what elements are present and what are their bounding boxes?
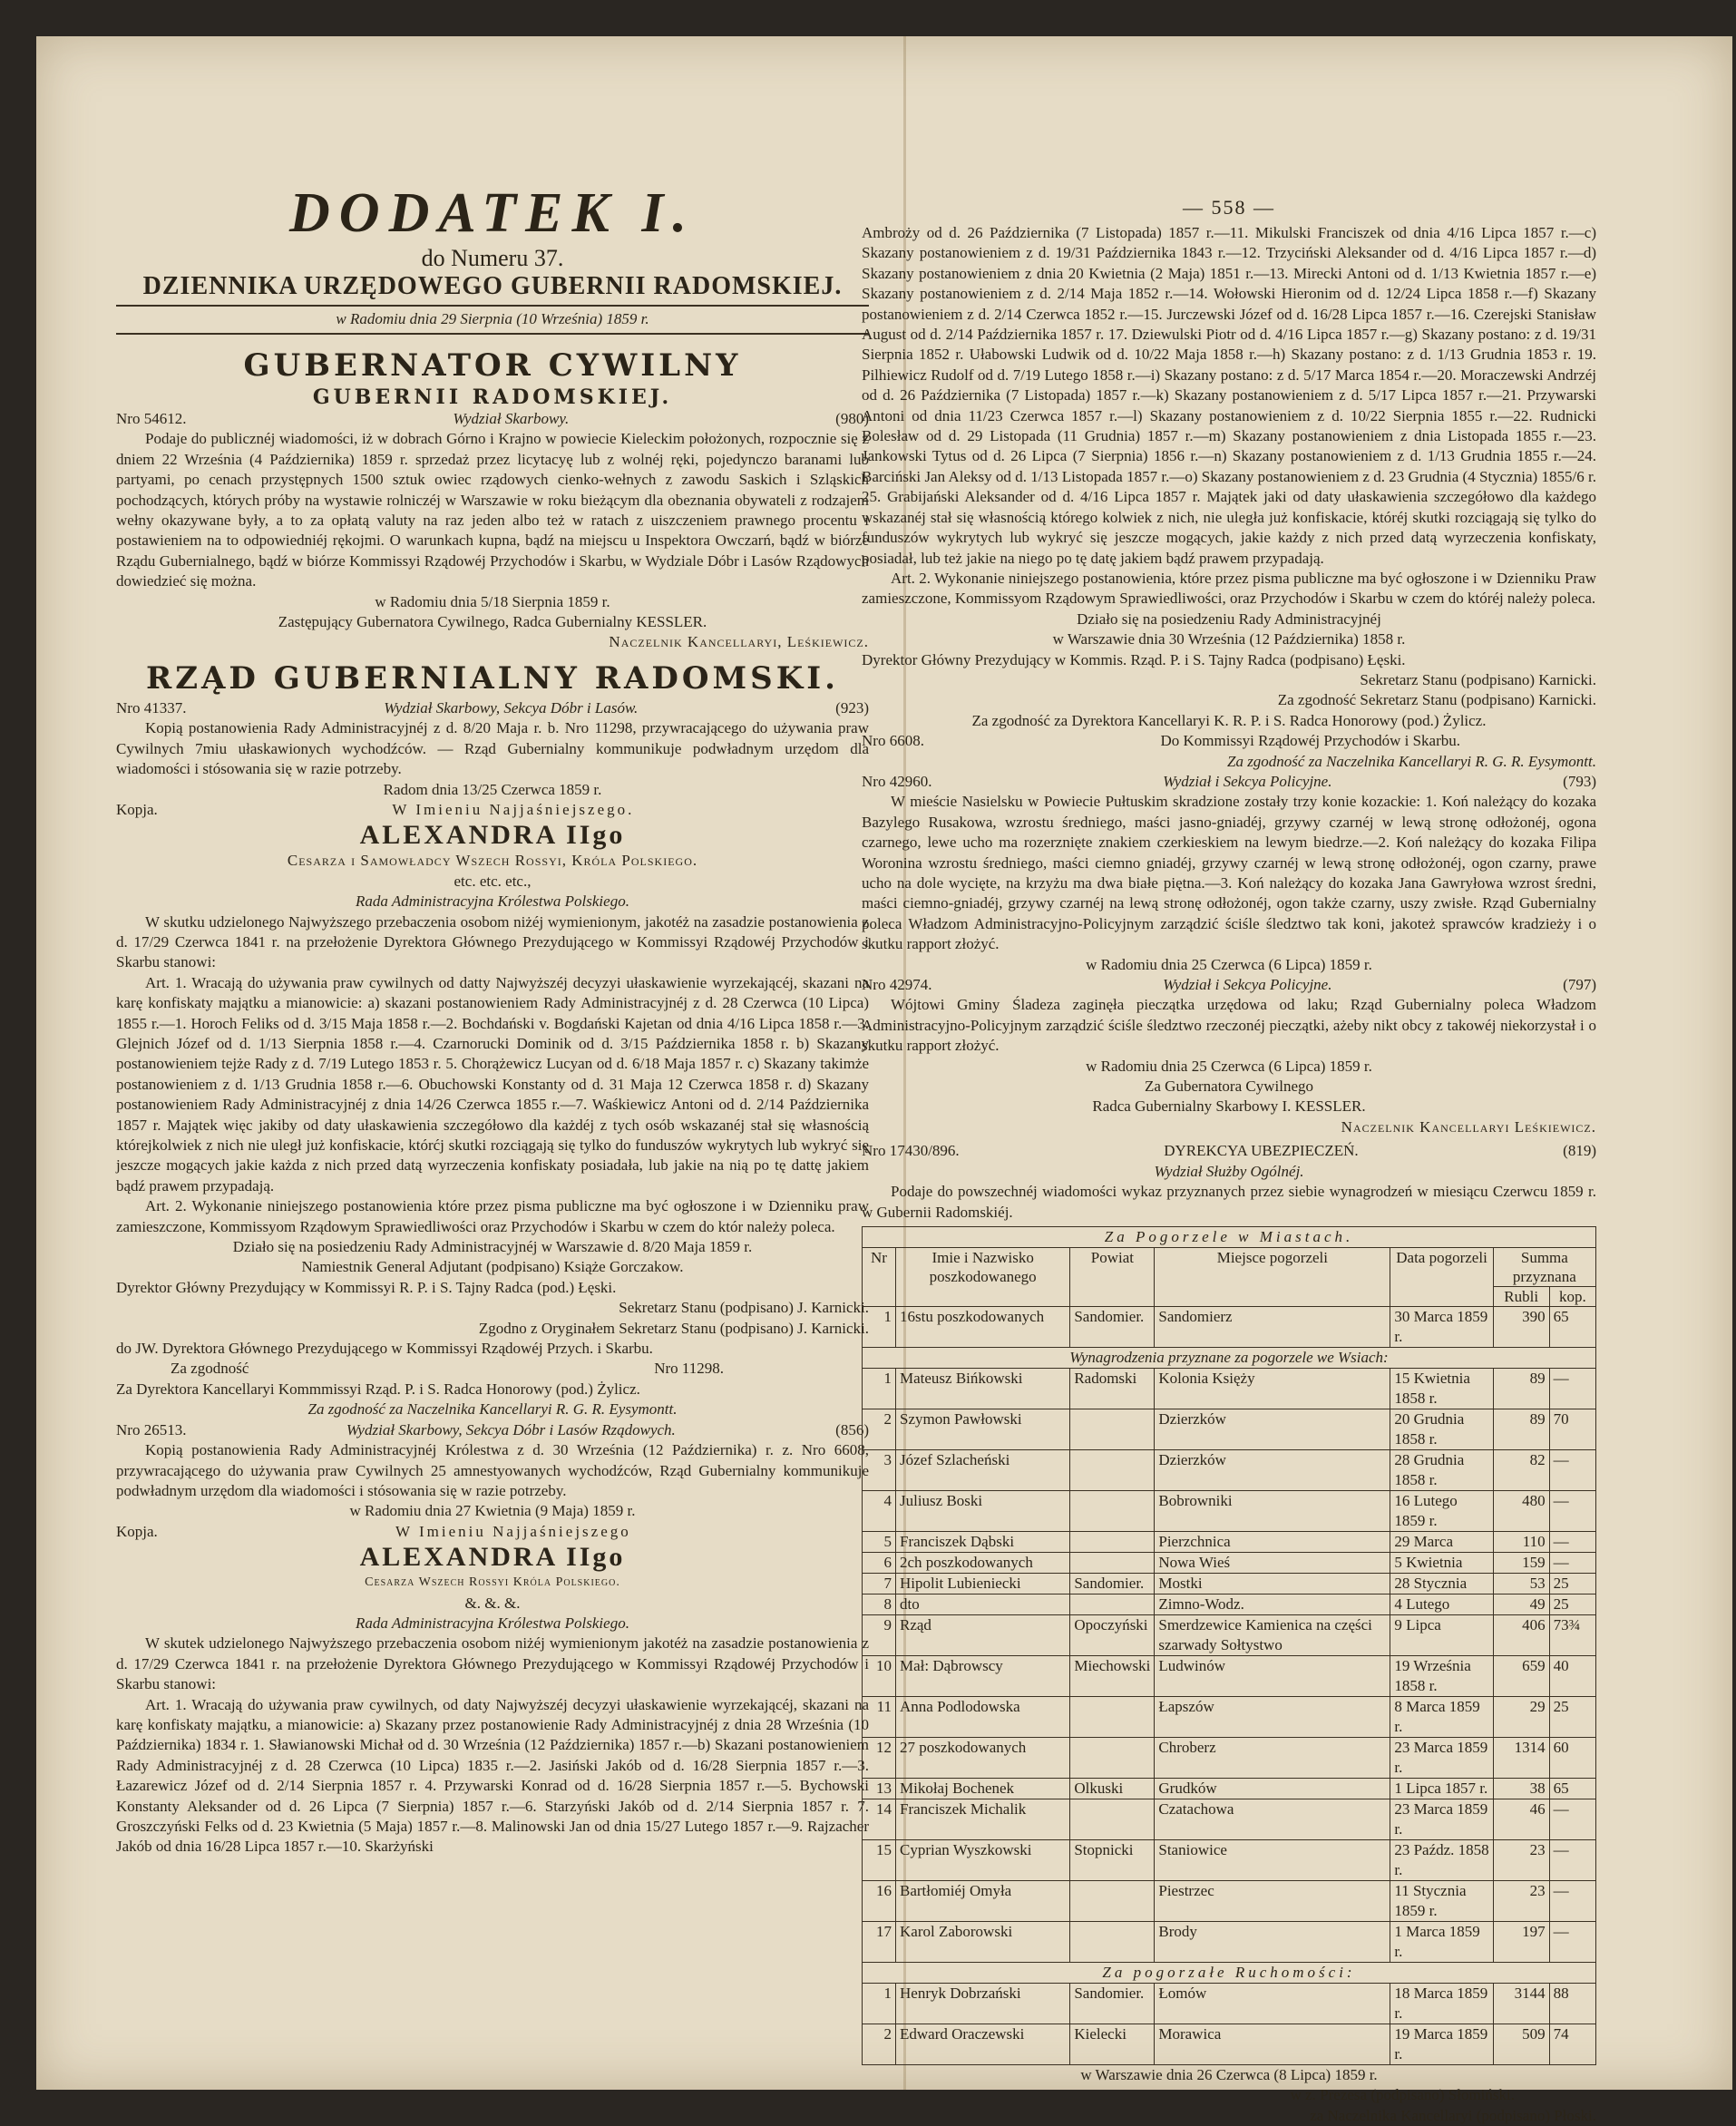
right-column (862, 36, 1596, 2126)
cell-district (1070, 1531, 1155, 1552)
notice-4-date: w Radomiu dnia 25 Czerwca (6 Lipca) 1859 r. (1086, 955, 1372, 973)
cell-district (1070, 1552, 1155, 1573)
cell-name: Franciszek Michalik (896, 1799, 1070, 1839)
cell-place: Chroberz (1155, 1737, 1390, 1778)
cell-place: Kolonia Księży (1155, 1368, 1390, 1409)
cell-nr: 10 (863, 1655, 896, 1696)
cell-rubles: 23 (1493, 1839, 1549, 1880)
header-government: RZĄD GUBERNIALNY RADOMSKI. (145, 659, 840, 697)
decree-1-sig-6b: Nro 11298. (654, 1360, 724, 1378)
decree-2-para-1: W skutek udzielonego Najwyższego przebaczenia osobom niżéj wymienionym jakotéż na zasadzie postanowienia z d. 17/29 Czerwca 1841 r. na przełożenie Dyrektora Głównego Prezydującego w Kommissyi Rządowéj Przychodów i Skarbu stanowi: (116, 1634, 869, 1693)
cell-nr: 7 (863, 1573, 896, 1594)
cell-name: Mał: Dąbrowscy (896, 1655, 1070, 1696)
right-sig-5b: Do Kommissyi Rządowéj Przychodów i Skarbu. (1160, 732, 1460, 750)
table-section-towns-label: Za Pogorzele w Miastach. (863, 1226, 1596, 1247)
cell-rubles: 29 (1493, 1696, 1549, 1737)
cell-date: 1 Lipca 1857 r. (1390, 1778, 1493, 1799)
right-sig-8: Radca Gubernialny Skarbowy I. KESSLER. (1092, 1097, 1366, 1116)
cell-rubles: 480 (1493, 1490, 1549, 1531)
table-row (863, 1449, 1596, 1490)
decree-2-kopja: Kopja. (116, 1522, 158, 1540)
cell-place: Ludwinów (1155, 1655, 1390, 1696)
cell-nr: 8 (863, 1594, 896, 1614)
right-sig-5 (862, 731, 1596, 751)
cell-date: 30 Marca 1859 r. (1390, 1306, 1493, 1347)
cell-name: Franciszek Dąbski (896, 1531, 1070, 1552)
cell-nr: 1 (863, 1306, 896, 1347)
header-date: Data pogorzeli (1390, 1247, 1493, 1306)
cell-place: Pierzchnica (1155, 1531, 1390, 1552)
cell-name: Anna Podlodowska (896, 1696, 1070, 1737)
newspaper-page (36, 36, 1732, 2124)
cell-rubles: 3144 (1493, 1983, 1549, 2024)
decree-1-para-4: Działo się na posiedzeniu Rady Administracyjnéj w Warszawie d. 8/20 Maja 1859 r. (232, 1238, 753, 1256)
table-row (863, 1921, 1596, 1962)
masthead-subtitle: do Numeru 37. (421, 245, 564, 271)
table-row (863, 1573, 1596, 1594)
cell-date: 15 Kwietnia 1858 r. (1390, 1368, 1493, 1409)
cell-rubles: 406 (1493, 1614, 1549, 1655)
notice-4-heading (862, 772, 1596, 792)
decree-1-council: Rada Administracyjna Królestwa Polskiego. (356, 892, 629, 911)
cell-rubles: 23 (1493, 1880, 1549, 1921)
cell-place: Nowa Wieś (1155, 1552, 1390, 1573)
decree-2-para-2: Art. 1. Wracają do używania praw cywilnych, od daty Najwyższéj decyzyi ułaskawienie wyrzekającéj, skazani na karę konfiskaty majątku, a mianowicie: a) Skazany przez postanowienie Rady Administracyjnéj z dnia 28 Września (10 Października) 1834 r. 1. Sławianowski Michał od d. 30 Września (12 Października) 1857 r.—b) Skazani postanowieniem Rady Administracyjnéj z d. 28 Czerwca (10 Lipca) 1835 r.—2. Jasiński Jakób od d. 16/28 Sierpnia 1857 r.—3. Łazarewicz Józef od d. 2/14 Sierpnia 1857 r. 4. Przywarski Konrad od d. 16/28 Sierpnia 1857 r.—5. Bychowski Konstanty Aleksander od d. 26 Lipca (7 Sierpnia) 1857 r.—6. Starzyński Jakób od d. 2/14 Sierpnia 1857 r. 7. Groszczyński Felks od d. 23 Kwietnia (5 Maja) 1857 r.—8. Malinowski Jan od dnia 15/27 Lutego 1857 r.—9. Rajzacher Jakób od dnia 16/28 Lipca 1857 r.—10. Skarżyński (116, 1695, 869, 1856)
masthead-title: DODATEK I. (289, 182, 696, 244)
cell-district (1070, 1696, 1155, 1737)
right-sig-3: Za zgodność Sekretarz Stanu (podpisano) Karnicki. (1277, 691, 1596, 709)
cell-nr: 3 (863, 1449, 896, 1490)
cell-district: Sandomier. (1070, 1306, 1155, 1347)
header-sum: Summa przyznana (1493, 1247, 1595, 1286)
cell-place: Łomów (1155, 1983, 1390, 2024)
cell-kopecks: 65 (1549, 1778, 1595, 1799)
cell-nr: 12 (863, 1737, 896, 1778)
right-sig-4: Za zgodność za Dyrektora Kancellaryi K. R. P. i S. Radca Honorowy (pod.) Żylicz. (971, 711, 1487, 729)
cell-kopecks: 40 (1549, 1655, 1595, 1696)
notice-2-heading (116, 698, 869, 718)
cell-date: 19 Marca 1859 r. (1390, 2024, 1493, 2064)
notice-3-dept: Wydział Skarbowy, Sekcya Dóbr i Lasów Rządowych. (346, 1420, 676, 1438)
cell-name: Józef Szlacheński (896, 1449, 1070, 1490)
cell-rubles: 49 (1493, 1594, 1549, 1614)
notice-6-date: w Warszawie dnia 26 Czerwca (8 Lipca) 1859 r. (1080, 2065, 1378, 2083)
notice-6-title: DYREKCYA UBEZPIECZEŃ. (1164, 1142, 1359, 1160)
cell-nr: 16 (863, 1880, 896, 1921)
cell-place: Łapszów (1155, 1696, 1390, 1737)
page-number: — 558 — (1183, 196, 1275, 219)
cell-name: Mikołaj Bochenek (896, 1778, 1070, 1799)
cell-nr: 17 (863, 1921, 896, 1962)
cell-district: Stopnicki (1070, 1839, 1155, 1880)
cell-name: dto (896, 1594, 1070, 1614)
cell-nr: 6 (863, 1552, 896, 1573)
decree-1-sig-8: Za zgodność za Naczelnika Kancellaryi R. G. R. Eysymontt. (307, 1400, 678, 1419)
decree-1-etc: etc. etc. etc., (454, 872, 532, 890)
decree-1-para-3: Art. 2. Wykonanie niniejszego postanowienia które przez pisma publiczne ma być ogłoszone i w Dzienniku praw zamieszczone, Kommissyom Rządowym Sprawiedliwości oraz Przychodów i Skarbu w czem do któr należy poleca. (116, 1197, 869, 1235)
decree-1-sig-5: do JW. Dyrektora Głównego Prezydującego w Kommissyi Rządowéj Przych. i Skarbu. (116, 1340, 653, 1358)
cell-rubles: 509 (1493, 2024, 1549, 2064)
notice-6-ref: (819) (1563, 1142, 1596, 1160)
notice-1-date: w Radomiu dnia 5/18 Sierpnia 1859 r. (375, 592, 610, 610)
decree-1-para-1: W skutku udzielonego Najwyższego przebaczenia osobom niżéj wymienionym, jakotéż na zasadzie postanowienia z d. 17/29 Czerwca 1841 r. na przełożenie Dyrektora Głównego Prezydującego w Kommissyi Rządowéj Przychodów i Skarbu stanowi: (116, 912, 869, 971)
cell-rubles: 89 (1493, 1409, 1549, 1449)
header-district: Powiat (1070, 1247, 1155, 1306)
cell-nr: 9 (863, 1614, 896, 1655)
notice-1-sig2: Naczelnik Kancellaryi, Leśkiewicz. (609, 633, 869, 651)
cell-name: Karol Zaborowski (896, 1921, 1070, 1962)
cell-name: 16stu poszkodowanych (896, 1306, 1070, 1347)
cell-date: 18 Marca 1859 r. (1390, 1983, 1493, 2024)
cell-name: Juliusz Boski (896, 1490, 1070, 1531)
cell-place: Czatachowa (1155, 1799, 1390, 1839)
cell-place: Morawica (1155, 2024, 1390, 2064)
table-row (863, 1409, 1596, 1449)
table-row (863, 1614, 1596, 1655)
cell-place: Grudków (1155, 1778, 1390, 1799)
table-row (863, 1552, 1596, 1573)
table-section-villages (863, 1347, 1596, 1368)
table-header-row (863, 1247, 1596, 1286)
cell-district (1070, 1594, 1155, 1614)
table-section-villages-label: Wynagrodzenia przyznane za pogorzele we Wsiach: (863, 1347, 1596, 1368)
cell-name: Mateusz Bińkowski (896, 1368, 1070, 1409)
right-sig-11: za Naczelnika Kancellaryi (podpisano) Płoski. (1310, 2106, 1596, 2124)
cell-name: Rząd (896, 1614, 1070, 1655)
cell-place: Dzierzków (1155, 1409, 1390, 1449)
cell-date: 1 Marca 1859 r. (1390, 1921, 1493, 1962)
header-name: Imie i Nazwisko poszkodowanego (896, 1247, 1070, 1306)
cell-rubles: 89 (1493, 1368, 1549, 1409)
cell-name: 2ch poszkodowanych (896, 1552, 1070, 1573)
cell-kopecks: 60 (1549, 1737, 1595, 1778)
cell-name: Szymon Pawłowski (896, 1409, 1070, 1449)
notice-1-sig1: Zastępujący Gubernatora Cywilnego, Radca Gubernialny KESSLER. (278, 613, 707, 631)
notice-3-date: w Radomiu dnia 27 Kwietnia (9 Maja) 1859 r. (349, 1502, 636, 1520)
table-row (863, 1368, 1596, 1409)
cell-date: 11 Stycznia 1859 r. (1390, 1880, 1493, 1921)
header-place: Miejsce pogorzeli (1155, 1247, 1390, 1306)
cell-district (1070, 1799, 1155, 1839)
notice-1-heading (116, 409, 869, 429)
notice-4-text: W mieście Nasielsku w Powiecie Pułtuskim skradzione zostały trzy konie kozackie: 1. Koń należący do kozaka Bazylego Rusakowa, wzrostu średniego, maści jasno-gniadéj, grzywy czarnéj w lewą stronę odłożonéj, ogona czarnego, lewe ucho ma rozerznięte znakiem czerkieskiem na lewym biedrze.—2. Koń należący do kozaka Filipa Woronina wzrostu średniego, maści ciemno gniadéj, grzywy czarnéj w lewą stronę odłożonéj, ogon czarny, prawe ucho na dole wycięte, na krzyżu ma dwa białe piętna.—3. Koń należący do kozaka Jana Gawryłowa wzrost średni, maści ciemno-gniadéj, grzywy czarnéj na lewą stronę odłożonéj, ogon także czarny, uszy zwisłe. Rząd Gubernialny poleca Władzom Administracyjno-Policyjnym zarządzić ściśle śledztwo tak koni, jakoteż sprawców kradzieży i o skutku rapport złożyć. (862, 793, 1596, 953)
right-sig-7: Za Gubernatora Cywilnego (1145, 1078, 1313, 1096)
notice-6-heading (862, 1141, 1596, 1161)
cell-kopecks: 88 (1549, 1983, 1595, 2024)
cell-nr: 1 (863, 1983, 896, 2024)
cell-kopecks: 25 (1549, 1696, 1595, 1737)
table-row (863, 1696, 1596, 1737)
cell-district: Radomski (1070, 1368, 1155, 1409)
header-kopecks: kop. (1549, 1286, 1595, 1306)
notice-3-ref: (856) (835, 1420, 869, 1438)
cell-name: Edward Oraczewski (896, 2024, 1070, 2064)
cell-date: 5 Kwietnia (1390, 1552, 1493, 1573)
right-para-1: Ambroży od d. 26 Października (7 Listopada) 1857 r.—11. Mikulski Franciszek od dnia 4/16 Lipca 1857 r.—c) Skazany postanowieniem z d. 19/31 Października 1843 r.—12. Trzyciński Aleksander od d. 4/16 Lipca 1857 r.—d) Skazany postanowieniem z dnia 20 Kwietnia (2 Maja) 1851 r.—13. Mirecki Antoni od d. 1/13 Kwietnia 1857 r.—e) Skazany postanowieniem z d. 2/14 Maja 1852 r.—14. Wołowski Hieronim od d. 12/24 Lipca 1858 r.—f) Skazany postanowieniem z d. 2/14 Czerwca 1852 r.—15. Jurczewski Józef od d. 16/28 Lipca 1857 r.—16. Czerejski Stanisław August od d. 2/14 Października 1857 r. 17. Dziewulski Piotr od d. 4/16 Lipca 1857 r.—g) Skazany postano: z d. 19/31 Sierpnia 1852 r. Ułabowski Ludwik od d. 10/22 Maja 1858 r.—h) Skazany postano: z d. 1/13 Grudnia 1853 r. 19. Pilhiewicz Rudolf od d. 7/19 Lutego 1858 r.—i) Skazany postano: z d. 5/17 Marca 1854 r.—20. Moraczewski Andrzéj od d. 26 Października (7 Listopada) 1857 r.—k) Skazany postanowieniem z d. 5/17 Lipca 1857 r.—21. Przywarski Antoni od dnia 11/23 Czerwca 1857 r.—l) Skazany postanowieniem z d. 10/22 Sierpnia 1855 r.—22. Rudnicki Bolesław od d. 29 Listopada (11 Grudnia) 1857 r.—m) Skazany postanowieniem z dnia Listopada 1855 r.—23. Jankowski Tytus od d. 26 Lipca (7 Sierpnia) 1856 r.—n) Skazany postanowieniem z d. 1/13 Grudnia 1855 r.—24. Barciński Jan Aleksy od d. 1/13 Listopada 1857 r.—o) Skazany postanowieniem z d. 23 Grudnia (4 Stycznia) 1855/6 r. 25. Grabijański Aleksander od d. 4/16 Lipca 1857 r. Majątek jaki od daty ułaskawienia szczegółowo dla każdego wskazanéj stał się własnością którego kolwiek z nich, nie uległa już konfiskacie, któréj skutki rozciągają się tylko do funduszów wykrytych lub wykryć się jeszcze mogących, jakie każdy z nich przed datą wyrzeczenia konfiskaty, posiadał, lub też jakie na niego po tę datę jakiem bądź prawem przypadają. (862, 224, 1596, 567)
header-governor-sub: GUBERNII RADOMSKIEJ. (312, 385, 673, 409)
cell-kopecks: — (1549, 1531, 1595, 1552)
notice-1-ref: (980) (835, 410, 869, 427)
notice-4-number: Nro 42960. (862, 772, 932, 790)
table-row (863, 1306, 1596, 1347)
notice-4-dept: Wydział i Sekcya Policyjne. (1163, 772, 1332, 790)
cell-nr: 14 (863, 1799, 896, 1839)
notice-5-ref: (797) (1563, 976, 1596, 994)
decree-1-sig-3: Sekretarz Stanu (podpisano) J. Karnicki. (619, 1299, 869, 1317)
cell-date: 20 Grudnia 1858 r. (1390, 1409, 1493, 1449)
decree-2-emperor-title: Cesarza Wszech Rossyi Króla Polskiego. (365, 1575, 620, 1590)
cell-date: 23 Marca 1859 r. (1390, 1799, 1493, 1839)
decree-2-intro (116, 1522, 869, 1542)
right-para-2: Art. 2. Wykonanie niniejszego postanowienia, które przez pisma publiczne ma być ogłoszone i w Dzienniku Praw zamieszczone, Kommissyom Rządowym Sprawiedliwości, oraz Przychodów i Skarbu w czem do któréj należy poleca. (862, 569, 1596, 608)
masthead-journal: DZIENNIKA URZĘDOWEGO GUBERNII RADOMSKIEJ. (116, 272, 869, 307)
right-sig-10: w z. Prezesa (podpisano) Słomiński. (1290, 2086, 1515, 2104)
table-row (863, 1983, 1596, 2024)
decree-1-emperor: ALEXANDRA IIgo (359, 820, 626, 851)
header-governor: GUBERNATOR CYWILNY (243, 347, 742, 384)
cell-place: Zimno-Wodz. (1155, 1594, 1390, 1614)
cell-place: Staniowice (1155, 1839, 1390, 1880)
decree-1-imieniu: W Imieniu Najjaśniejszego. (392, 800, 635, 818)
cell-nr: 13 (863, 1778, 896, 1799)
decree-1-emperor-title: Cesarza i Samowładcy Wszech Rossyi, Króla Polskiego. (287, 852, 698, 870)
decree-2-imieniu: W Imieniu Najjaśniejszego (395, 1522, 631, 1540)
cell-date: 4 Lutego (1390, 1594, 1493, 1614)
cell-place: Mostki (1155, 1573, 1390, 1594)
cell-name: Cyprian Wyszkowski (896, 1839, 1070, 1880)
notice-6-text: Podaje do powszechnéj wiadomości wykaz przyznanych przez siebie wynagrodzeń w miesiącu Czerwcu 1859 r. w Gubernii Radomskiéj. (862, 1183, 1596, 1221)
cell-rubles: 1314 (1493, 1737, 1549, 1778)
cell-date: 28 Grudnia 1858 r. (1390, 1449, 1493, 1490)
decree-2-etc: &. &. &. (464, 1594, 521, 1612)
cell-rubles: 159 (1493, 1552, 1549, 1573)
table-row (863, 1594, 1596, 1614)
cell-place: Bobrowniki (1155, 1490, 1390, 1531)
table-section-movables-label: Za pogorzałe Ruchomości: (863, 1962, 1596, 1983)
cell-kopecks: 70 (1549, 1409, 1595, 1449)
cell-kopecks: — (1549, 1368, 1595, 1409)
notice-2-date: Radom dnia 13/25 Czerwca 1859 r. (383, 780, 602, 798)
decree-2-emperor: ALEXANDRA IIgo (359, 1542, 626, 1573)
cell-date: 9 Lipca (1390, 1614, 1493, 1655)
table-row (863, 1531, 1596, 1552)
decree-1-sig-7: Za Dyrektora Kancellaryi Kommmissyi Rząd. P. i S. Radca Honorowy (pod.) Żylicz. (116, 1380, 640, 1398)
cell-rubles: 82 (1493, 1449, 1549, 1490)
cell-district: Sandomier. (1070, 1573, 1155, 1594)
masthead (116, 181, 869, 1858)
notice-2-number: Nro 41337. (116, 698, 187, 717)
cell-date: 19 Września 1858 r. (1390, 1655, 1493, 1696)
cell-name: 27 poszkodowanych (896, 1737, 1070, 1778)
cell-nr: 1 (863, 1368, 896, 1409)
cell-district (1070, 1490, 1155, 1531)
decree-1-sig-6 (116, 1359, 869, 1379)
cell-kopecks: 73¾ (1549, 1614, 1595, 1655)
table-section-movables (863, 1962, 1596, 1983)
notice-1-number: Nro 54612. (116, 410, 187, 427)
table-row (863, 1839, 1596, 1880)
notice-5-dept: Wydział i Sekcya Policyjne. (1163, 976, 1332, 994)
cell-date: 23 Paźdz. 1858 r. (1390, 1839, 1493, 1880)
cell-district (1070, 1921, 1155, 1962)
cell-place: Dzierzków (1155, 1449, 1390, 1490)
cell-kopecks: — (1549, 1880, 1595, 1921)
cell-name: Bartłomiéj Omyła (896, 1880, 1070, 1921)
right-sig-9: Naczelnik Kancellaryi Leśkiewicz. (1341, 1117, 1596, 1136)
notice-3-text: Kopią postanowienia Rady Administracyjnéj Królestwa z d. 30 Września (12 Października) r. z. Nro 6608, przywracającego do używania praw Cywilnych 25 amnestyowanych wychodźców, Rząd Gubernialny kommunikuje podwładnym urzędom dla wiadomości i stósowania się w razie potrzeby. (116, 1441, 869, 1499)
table-row (863, 1737, 1596, 1778)
cell-kopecks: 65 (1549, 1306, 1595, 1347)
right-sig-1: Dyrektor Główny Prezydujący w Kommis. Rząd. P. i S. Tajny Radca (podpisano) Łęski. (862, 650, 1406, 668)
cell-rubles: 390 (1493, 1306, 1549, 1347)
cell-place: Piestrzec (1155, 1880, 1390, 1921)
decree-1-sig-1: Namiestnik General Adjutant (podpisano) Książe Gorczakow. (301, 1258, 684, 1276)
cell-date: 23 Marca 1859 r. (1390, 1737, 1493, 1778)
table-row (863, 1490, 1596, 1531)
cell-date: 28 Stycznia (1390, 1573, 1493, 1594)
decree-1-sig-4: Zgodno z Oryginałem Sekretarz Stanu (podpisano) J. Karnicki. (478, 1319, 869, 1337)
decree-1-sig-6a: Za zgodność (171, 1360, 249, 1378)
cell-rubles: 46 (1493, 1799, 1549, 1839)
cell-kopecks: — (1549, 1490, 1595, 1531)
cell-nr: 15 (863, 1839, 896, 1880)
cell-rubles: 197 (1493, 1921, 1549, 1962)
notice-1-dept: Wydział Skarbowy. (453, 410, 570, 427)
cell-place: Brody (1155, 1921, 1390, 1962)
header-rubles: Rubli (1493, 1286, 1549, 1306)
cell-district: Olkuski (1070, 1778, 1155, 1799)
cell-kopecks: — (1549, 1921, 1595, 1962)
cell-rubles: 38 (1493, 1778, 1549, 1799)
cell-rubles: 659 (1493, 1655, 1549, 1696)
notice-1-text: Podaje do publicznéj wiadomości, iż w dobrach Górno i Krajno w powiecie Kieleckim położonych, rozpocznie się z dniem 22 Września (4 Października) 1859 r. sprzedaż przez licytacyę lub z wolnéj ręki, pojedynczo baranami lub partyami, po cenach przystępnych 1500 sztuk owiec rządowych cienko-wełnych z zawodu Saskich i Szląskich pochodzących, których próby na wystawie rolniczéj w Warszawie w roku bieżącym dla obeznania obywateli z rodzajem wełny okazywane były, a to za opłatą valuty na raz jeden albo też w ratach z uiszczeniem prawnego procentu i postawieniem na to odpowiedniéj rękojmi. O warunkach kupna, bądź na miejscu u Inspektora Owczarń, bądź w biórze Rządu Gubernialnego, bądź w biórze Kommissyi Rządowéj Przychodów i Skarbu, w Wydziale Dóbr i Lasów Rządowych dowiedzieć się można. (116, 430, 869, 590)
cell-kopecks: — (1549, 1799, 1595, 1839)
cell-nr: 5 (863, 1531, 896, 1552)
masthead-date: w Radomiu dnia 29 Sierpnia (10 Września) 1859 r. (116, 307, 869, 335)
cell-date: 8 Marca 1859 r. (1390, 1696, 1493, 1737)
cell-place: Smerdzewice Kamienica na części szarwady Sołtystwo (1155, 1614, 1390, 1655)
notice-5-number: Nro 42974. (862, 976, 932, 994)
cell-kopecks: — (1549, 1449, 1595, 1490)
cell-district: Miechowski (1070, 1655, 1155, 1696)
cell-district: Sandomier. (1070, 1983, 1155, 2024)
right-sig-5a: Nro 6608. (862, 732, 924, 750)
notice-2-ref: (923) (835, 698, 869, 717)
notice-5-heading (862, 975, 1596, 995)
compensation-table (862, 1226, 1596, 2065)
cell-date: 16 Lutego 1859 r. (1390, 1490, 1493, 1531)
cell-district: Opoczyński (1070, 1614, 1155, 1655)
cell-name: Hipolit Lubieniecki (896, 1573, 1070, 1594)
decree-1-intro (116, 800, 869, 820)
notice-5-text: Wójtowi Gminy Śladeza zaginęła pieczątka urzędowa od laku; Rząd Gubernialny poleca Władzom Administracyjno-Policyjnym zarządzić ściśle śledztwo rzeczonéj pieczątki, ażeby nikt obcy z takowéj niekorzystał i o skutku rapport złożyć. (862, 996, 1596, 1055)
cell-nr: 2 (863, 2024, 896, 2064)
table-row (863, 1655, 1596, 1696)
table-section-towns (863, 1226, 1596, 1247)
cell-kopecks: 25 (1549, 1573, 1595, 1594)
cell-nr: 11 (863, 1696, 896, 1737)
decree-2-council: Rada Administracyjna Królestwa Polskiego. (356, 1614, 629, 1632)
right-para-3a: Działo się na posiedzeniu Rady Administracyjnéj (1077, 610, 1381, 628)
decree-1-sig-2: Dyrektor Główny Prezydujący w Kommissyi R. P. i S. Tajny Radca (pod.) Łęski. (116, 1278, 617, 1296)
cell-kopecks: — (1549, 1552, 1595, 1573)
table-row (863, 1880, 1596, 1921)
right-para-3b: w Warszawie dnia 30 Września (12 Października) 1858 r. (1052, 630, 1406, 649)
cell-district (1070, 1737, 1155, 1778)
table-row (863, 1799, 1596, 1839)
right-sig-6: Za zgodność za Naczelnika Kancellaryi R. G. R. Eysymontt. (1226, 752, 1596, 770)
cell-district (1070, 1880, 1155, 1921)
cell-rubles: 53 (1493, 1573, 1549, 1594)
cell-nr: 4 (863, 1490, 896, 1531)
right-sig-2: Sekretarz Stanu (podpisano) Karnicki. (1360, 670, 1596, 688)
cell-place: Sandomierz (1155, 1306, 1390, 1347)
cell-district: Kielecki (1070, 2024, 1155, 2064)
table-row (863, 1778, 1596, 1799)
cell-rubles: 110 (1493, 1531, 1549, 1552)
cell-name: Henryk Dobrzański (896, 1983, 1070, 2024)
cell-district (1070, 1409, 1155, 1449)
notice-5-date: w Radomiu dnia 25 Czerwca (6 Lipca) 1859 r. (1086, 1057, 1372, 1075)
table-body-villages (863, 1368, 1596, 1962)
cell-kopecks: 74 (1549, 2024, 1595, 2064)
notice-3-number: Nro 26513. (116, 1420, 187, 1438)
cell-district (1070, 1449, 1155, 1490)
cell-kopecks: — (1549, 1839, 1595, 1880)
decree-1-para-2: Art. 1. Wracają do używania praw cywilnych od datty Najwyższéj decyzyi ułaskawienie wyrzekającéj, skazani na karę konfiskaty majątku a mianowicie: a) skazani postanowieniem Rady Administracyjnéj z d. 28 Czerwca (10 Lipca) 1855 r.—1. Horoch Feliks od d. 3/15 Maja 1858 r.—2. Bochdański v. Bogdański Kajetan od dnia 4/16 Lipca 1858 r.—3. Glejnich Józef od d. 1/13 Sierpnia 1858 r.—4. Czarnorucki Dominik od d. 3/15 Października 1858 r. b) Skazany postanowieniem tejże Rady z d. 7/19 Lutego 1853 r. 5. Chorążewicz Lucyan od d. 6/18 Maja 1857 r. c) Skazany takimże postanowieniem z d. 1/13 Grudnia 1858 r.—6. Obuchowski Konstanty od d. 31 Maja 12 Czerwca 1858 r. d) Skazany postanowieniem Rady Administracyjnéj z dnia 14/26 Czerwca 1855 r.—7. Waśkiewicz Antoni od d. 2/14 Października 1857 r. Majątek więc jakiby od daty ułaskawienia szczegółowo dla każdéj z tych osób wskazanéj stał się własnością którejkolwiek z nich nie uległ już konfiskacie, którćj skutki rozciągają się tylko do funduszów wykrytych lub wykryć się jeszcze mogących jakie każda z nich przed datą wyrzeczenia konfiskaty posiadała, lub jakie na nią po tę dattę jakiem bądź prawem przypadają. (116, 973, 869, 1195)
notice-6-dept: Wydział Służby Ogólnéj. (1154, 1162, 1304, 1180)
notice-2-dept: Wydział Skarbowy, Sekcya Dóbr i Lasów. (384, 698, 639, 717)
table-body-movables (863, 1983, 1596, 2064)
cell-nr: 2 (863, 1409, 896, 1449)
cell-date: 29 Marca (1390, 1531, 1493, 1552)
table-row (863, 2024, 1596, 2064)
cell-kopecks: 25 (1549, 1594, 1595, 1614)
notice-2-text: Kopią postanowienia Rady Administracyjnéj z d. 8/20 Maja r. b. Nro 11298, przywracającego do używania praw Cywilnych 7miu ułaskawionych wychodźców. — Rząd Gubernialny kommunikuje podwładnym urzędom dla wiadomości i stósowania się w razie potrzeby. (116, 719, 869, 778)
header-nr: Nr (863, 1247, 896, 1306)
notice-4-ref: (793) (1563, 772, 1596, 790)
notice-6-number: Nro 17430/896. (862, 1142, 960, 1160)
decree-1-kopja: Kopja. (116, 800, 158, 818)
notice-3-heading (116, 1420, 869, 1440)
